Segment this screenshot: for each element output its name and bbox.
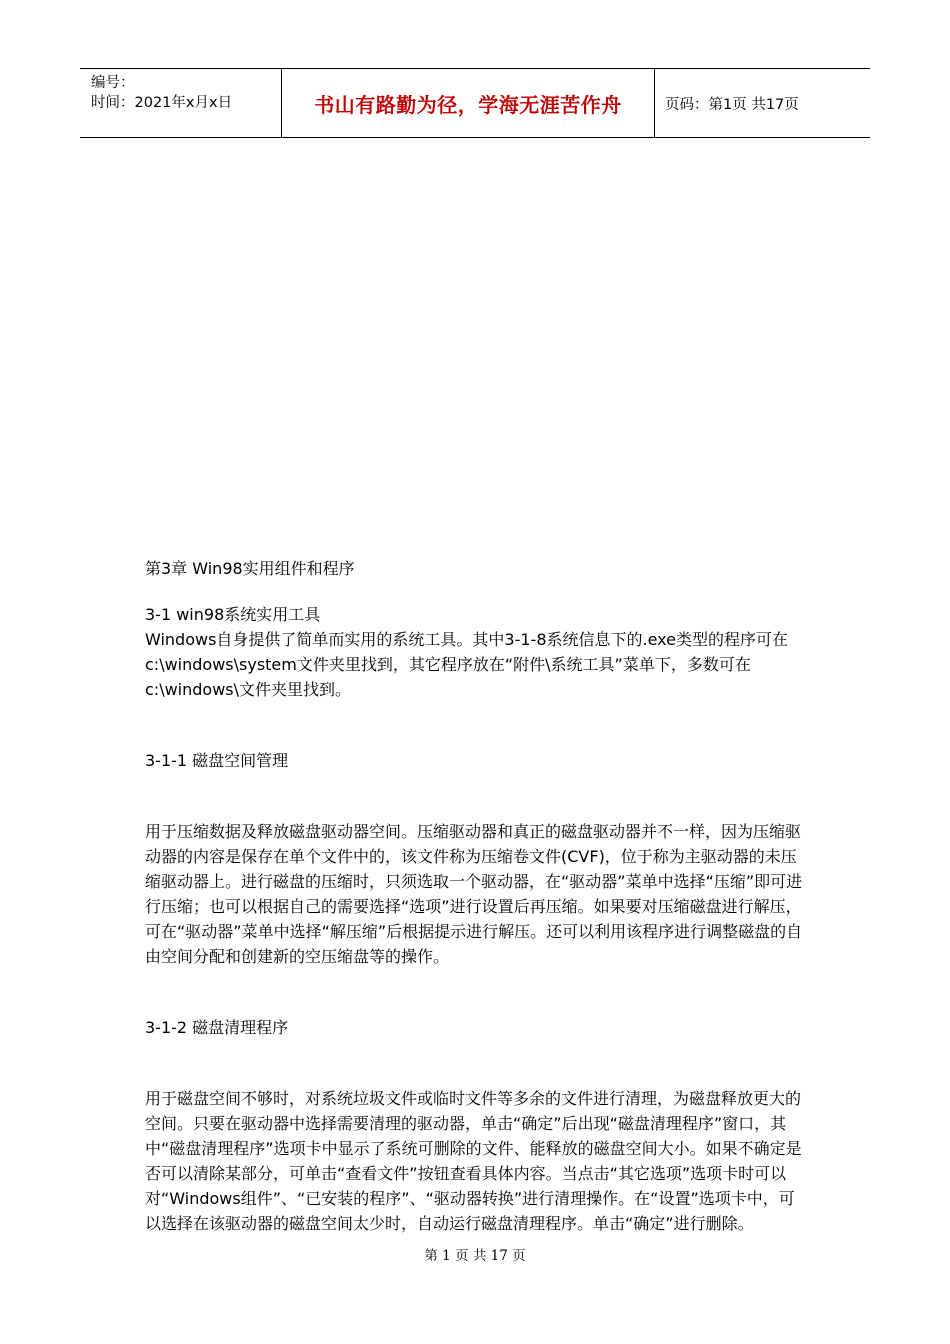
subsection-title-disk-cleanup: 3-1-2 磁盘清理程序	[145, 1018, 289, 1037]
subsection-body-disk-cleanup: 用于磁盘空间不够时，对系统垃圾文件或临时文件等多余的文件进行清理，为磁盘释放更大的空间。只要在驱动器中选择需要清理的驱动器，单击“确定”后出现“磁盘清理程序”窗口，其中“磁盘清理程序”选项卡中显示了系统可删除的文件、能释放的磁盘空间大小。如果不确定是否可以清除某部分，可单击“查看文件”按钮查看具体内容。当点击“其它选项”选项卡时可以对“Windows组件”、“已安装的程序”、“驱动器转换”进行清理操作。在“设置”选项卡中，可以选择在该驱动器的磁盘空间太少时，自动运行磁盘清理程序。单击“确定”进行删除。	[145, 1089, 802, 1233]
section-title: 3-1 win98系统实用工具	[145, 605, 321, 624]
header-motto: 书山有路勤为径，学海无涯苦作舟	[314, 92, 622, 117]
section-intro: Windows自身提供了简单而实用的系统工具。其中3-1-8系统信息下的.exe类型的程序可在c:\windows\system文件夹里找到，其它程序放在“附件\系统工具”菜单下，多数可在c:\windows\文件夹里找到。	[145, 630, 788, 699]
page-header	[80, 68, 870, 138]
header-page-info: 页码：第1页 共17页	[665, 96, 799, 113]
subsection-title-disk-space: 3-1-1 磁盘空间管理	[145, 751, 289, 770]
header-page-info-cell	[655, 69, 870, 137]
time-label: 时间：2021年x月x日	[91, 95, 233, 111]
document-body	[145, 556, 805, 1236]
subsection-body-disk-space: 用于压缩数据及释放磁盘驱动器空间。压缩驱动器和真正的磁盘驱动器并不一样，因为压缩驱动器的内容是保存在单个文件中的，该文件称为压缩卷文件(CVF)，位于称为主驱动器的未压缩驱动器上。进行磁盘的压缩时，只须选取一个驱动器，在“驱动器”菜单中选择“压缩”即可进行压缩；也可以根据自己的需要选择“选项”进行设置后再压缩。如果要对压缩磁盘进行解压，可在“驱动器”菜单中选择“解压缩”后根据提示进行解压。还可以利用该程序进行调整磁盘的自由空间分配和创建新的空压缩盘等的操作。	[145, 822, 803, 966]
number-label: 编号：	[91, 75, 135, 91]
page-footer: 第 1 页 共 17 页	[424, 1248, 526, 1264]
header-meta	[80, 69, 282, 137]
header-motto-cell	[282, 69, 655, 137]
chapter-title: 第3章 Win98实用组件和程序	[145, 559, 355, 578]
